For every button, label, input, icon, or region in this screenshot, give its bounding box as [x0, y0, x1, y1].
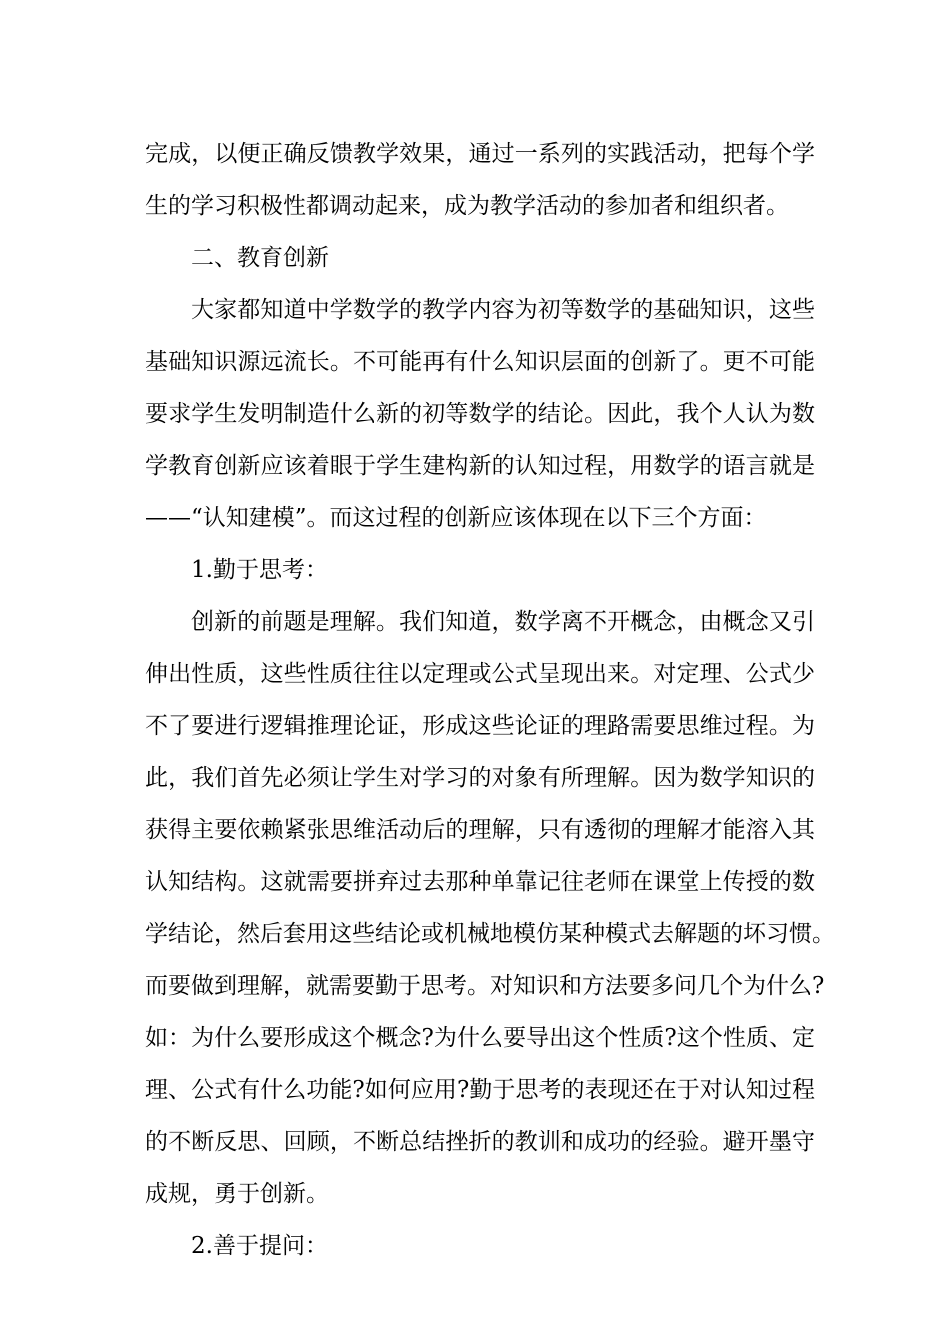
line-text: 成规，勇于创新。	[145, 1181, 329, 1207]
text-line	[145, 908, 835, 960]
text-line	[145, 284, 815, 336]
text-line	[145, 1012, 815, 1064]
heading-text: 二、教育创新	[191, 245, 329, 271]
text-line	[145, 856, 815, 908]
line-text: 此，我们首先必须让学生对学习的对象有所理解。因为数学知识的	[145, 765, 815, 791]
line-text: 要求学生发明制造什么新的初等数学的结论。因此，我个人认为数	[145, 401, 815, 427]
text-line	[145, 388, 815, 440]
text-line	[145, 648, 815, 700]
text-line	[145, 1168, 815, 1220]
line-text: 大家都知道中学数学的教学内容为初等数学的基础知识，这些	[191, 297, 815, 323]
text-line	[145, 1064, 815, 1116]
text-line	[145, 128, 815, 180]
heading-text: 1.勤于思考：	[191, 557, 328, 583]
section-heading	[145, 232, 815, 284]
text-line	[145, 700, 815, 752]
line-text: 学结论，然后套用这些结论或机械地模仿某种模式去解题的坏习惯。	[145, 921, 835, 947]
text-line	[145, 1116, 815, 1168]
text-line	[145, 596, 815, 648]
line-text: 而要做到理解，就需要勤于思考。对知识和方法要多问几个为什么?	[145, 973, 825, 999]
line-text: 认知结构。这就需要拼弃过去那种单靠记往老师在课堂上传授的数	[145, 869, 815, 895]
line-text: 获得主要依赖紧张思维活动后的理解，只有透彻的理解才能溶入其	[145, 817, 815, 843]
text-line	[145, 804, 815, 856]
line-text: 基础知识源远流长。不可能再有什么知识层面的创新了。更不可能	[145, 349, 815, 375]
document-page	[145, 128, 835, 1272]
line-text: 创新的前题是理解。我们知道，数学离不开概念，由概念又引	[191, 609, 815, 635]
line-text: 不了要进行逻辑推理论证，形成这些论证的理路需要思维过程。为	[145, 713, 815, 739]
text-line	[145, 960, 825, 1012]
subsection-heading	[145, 1220, 815, 1272]
subsection-heading	[145, 544, 815, 596]
text-line	[145, 336, 815, 388]
line-text: ——“认知建模”。而这过程的创新应该体现在以下三个方面：	[145, 505, 767, 531]
line-text: 伸出性质，这些性质往往以定理或公式呈现出来。对定理、公式少	[145, 661, 815, 687]
line-text: 理、公式有什么功能?如何应用?勤于思考的表现还在于对认知过程	[145, 1077, 815, 1103]
text-line	[145, 492, 815, 544]
line-text: 生的学习积极性都调动起来，成为教学活动的参加者和组织者。	[145, 193, 789, 219]
text-line	[145, 440, 815, 492]
line-text: 如：为什么要形成这个概念?为什么要导出这个性质?这个性质、定	[145, 1025, 815, 1051]
line-text: 的不断反思、回顾，不断总结挫折的教训和成功的经验。避开墨守	[145, 1129, 815, 1155]
line-text: 完成，以便正确反馈教学效果，通过一系列的实践活动，把每个学	[145, 141, 815, 167]
heading-text: 2.善于提问：	[191, 1233, 328, 1259]
text-line	[145, 180, 815, 232]
text-line	[145, 752, 815, 804]
line-text: 学教育创新应该着眼于学生建构新的认知过程，用数学的语言就是	[145, 453, 815, 479]
